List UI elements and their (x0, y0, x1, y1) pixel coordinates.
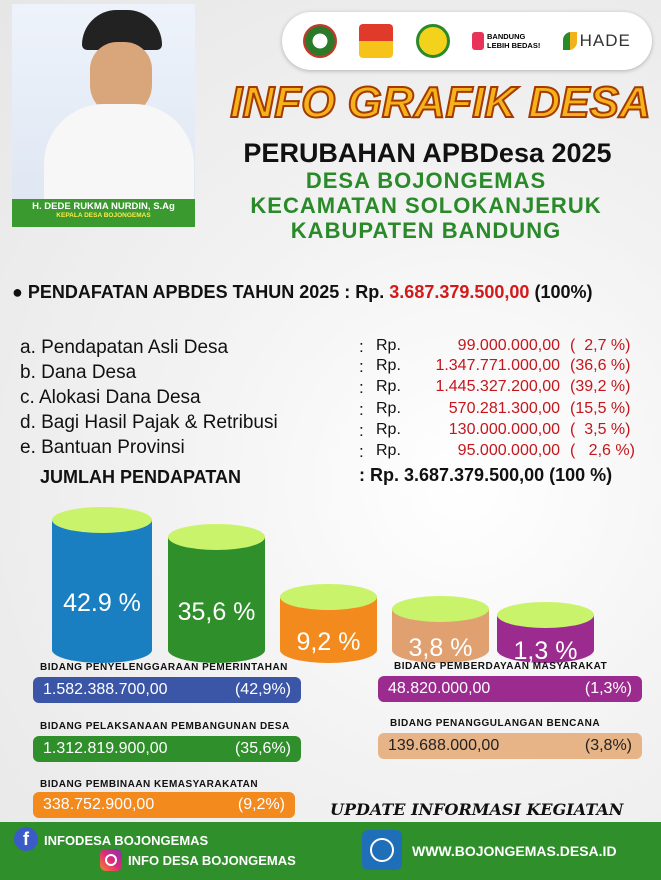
pendapatan-percent: (100%) (534, 282, 593, 302)
cylinder-top (168, 524, 265, 550)
kabupaten-logo-icon (303, 24, 337, 58)
globe-icon[interactable] (362, 830, 402, 870)
bidang-penanggulangan-amount: 139.688.000,00 (388, 737, 500, 754)
income-item-amount: 99.000.000,00 (457, 337, 560, 354)
income-item-rp: Rp. (376, 442, 401, 459)
bidang-penyelenggaraan-box (33, 677, 301, 703)
bidang-pemberdayaan-pct: (1,3%) (584, 680, 632, 697)
cylinder-bar (168, 524, 265, 663)
bidang-pembinaan-title: BIDANG PEMBINAAN KEMASYARAKATAN (40, 779, 259, 790)
main-title: INFO GRAFIK DESA (230, 78, 651, 127)
update-banner: UPDATE INFORMASI KEGIATAN (330, 800, 624, 819)
kabupaten-name: KABUPATEN BANDUNG (290, 218, 562, 243)
jumlah-value: : Rp. 3.687.379.500,00 (100 %) (359, 465, 613, 485)
income-item-rp: Rp. (376, 400, 401, 417)
pendapatan-rp: Rp. (355, 282, 385, 302)
cylinder-base (168, 637, 265, 663)
cylinder-bar (392, 596, 489, 663)
bidang-penanggulangan-box (378, 733, 642, 759)
cylinder-bar (497, 602, 594, 663)
cylinder-bar (280, 584, 377, 663)
cylinder-label: 35,6 % (177, 597, 256, 626)
income-item-label: a. Pendapatan Asli Desa (20, 337, 229, 358)
bedas-mark-icon (472, 32, 484, 50)
income-item-colon: : (359, 357, 364, 376)
income-item-percent: (15,5 %) (570, 400, 631, 417)
income-item-amount: 1.347.771.000,00 (435, 357, 560, 374)
bidang-pelaksanaan-box (33, 736, 301, 762)
website-link[interactable]: WWW.BOJONGEMAS.DESA.ID (412, 843, 617, 859)
name-plate (12, 199, 195, 227)
pendapatan-value: 3.687.379.500,00 (389, 282, 530, 302)
bidang-pemberdayaan-title: BIDANG PEMBERDAYAAN MASYARAKAT (394, 661, 608, 672)
cylinder-body (168, 537, 265, 650)
income-item-percent: ( 3,5 %) (570, 421, 631, 438)
cylinder-body (52, 520, 152, 650)
cylinder-top (52, 507, 152, 533)
cylinder-top (497, 602, 594, 628)
income-item-colon: : (359, 337, 364, 356)
cylinder-base (52, 637, 152, 663)
cylinder-top (280, 584, 377, 610)
bidang-pemberdayaan-amount: 48.820.000,00 (388, 680, 491, 697)
income-item-percent: ( 2,7 %) (570, 337, 631, 354)
cylinder-label: 1,3 % (513, 636, 578, 665)
income-item-rp: Rp. (376, 337, 401, 354)
facebook-icon[interactable]: f (14, 827, 38, 851)
cylinder-label: 42.9 % (63, 589, 141, 617)
village-head-photo (12, 4, 195, 200)
kecamatan-name: KECAMATAN SOLOKANJERUK (250, 193, 602, 218)
bidang-penyelenggaraan-title: BIDANG PENYELENGGARAAN PEMERINTAHAN (40, 662, 288, 673)
jumlah-label: JUMLAH PENDAPATAN (40, 467, 241, 487)
bidang-penyelenggaraan-pct: (42,9%) (234, 681, 291, 698)
bidang-pelaksanaan-amount: 1.312.819.900,00 (43, 740, 168, 757)
cylinder-label: 9,2 % (296, 627, 361, 656)
bandung-bedas-logo (472, 32, 540, 50)
income-item-amount: 570.281.300,00 (448, 400, 560, 417)
instagram-link[interactable]: INFO DESA BOJONGEMAS (128, 853, 296, 868)
income-item-percent: (36,6 %) (570, 357, 631, 374)
logo-text-bandung: BANDUNG (486, 32, 526, 41)
income-item-colon: : (359, 378, 364, 397)
income-item-amount: 1.445.327.200,00 (435, 378, 560, 395)
logos-bar (282, 12, 652, 70)
bidang-pembinaan-box (33, 792, 295, 818)
regional-logo-icon (359, 24, 393, 58)
income-item-label: e. Bantuan Provinsi (20, 437, 185, 458)
bidang-pembinaan-amount: 338.752.900,00 (43, 796, 155, 813)
bullet-icon: ● (12, 282, 23, 302)
cylinder-top (392, 596, 489, 622)
income-item-label: c. Alokasi Dana Desa (20, 387, 201, 408)
bidang-pelaksanaan-pct: (35,6%) (234, 740, 291, 757)
bidang-pemberdayaan-box (378, 676, 642, 702)
cylinder-label: 3,8 % (408, 633, 473, 662)
income-item-amount: 130.000.000,00 (448, 421, 560, 438)
bidang-penanggulangan-pct: (3,8%) (584, 737, 632, 754)
income-item-rp: Rp. (376, 378, 401, 395)
income-item-percent: ( 2,6 %) (570, 442, 635, 459)
desa-name: DESA BOJONGEMAS (305, 168, 547, 193)
logo-text-hade: HADE (579, 31, 631, 50)
income-item-rp: Rp. (376, 421, 401, 438)
income-item-rp: Rp. (376, 357, 401, 374)
village-logo-icon (416, 24, 450, 58)
bidang-pembinaan-pct: (9,2%) (237, 796, 285, 813)
bidang-penyelenggaraan-amount: 1.582.388.700,00 (43, 681, 168, 698)
hade-mark-icon (563, 32, 577, 50)
hade-logo (563, 31, 631, 51)
bidang-penanggulangan-title: BIDANG PENANGGULANGAN BENCANA (390, 718, 601, 729)
income-item-percent: (39,2 %) (570, 378, 631, 395)
pendapatan-headline (12, 282, 657, 303)
cylinder-bar (52, 507, 152, 663)
income-item-colon: : (359, 421, 364, 440)
income-item-label: d. Bagi Hasil Pajak & Retribusi (20, 412, 278, 433)
person-title: KEPALA DESA BOJONGEMAS (56, 212, 151, 219)
income-item-label: b. Dana Desa (20, 362, 137, 383)
income-item-amount: 95.000.000,00 (457, 442, 560, 459)
person-name: H. DEDE RUKMA NURDIN, S.Ag (32, 201, 175, 212)
facebook-link[interactable]: INFODESA BOJONGEMAS (44, 833, 209, 848)
income-item-colon: : (359, 400, 364, 419)
income-item-colon: : (359, 442, 364, 461)
logo-text-bedas: LEBIH BEDAS! (486, 41, 541, 50)
uniform-shape (44, 104, 194, 200)
subtitle: PERUBAHAN APBDesa 2025 (243, 138, 612, 168)
instagram-icon[interactable] (100, 849, 122, 871)
bidang-pelaksanaan-title: BIDANG PELAKSANAAN PEMBANGUNAN DESA (40, 721, 290, 732)
pendapatan-label: PENDAFATAN APBDES TAHUN 2025 : (27, 282, 351, 302)
